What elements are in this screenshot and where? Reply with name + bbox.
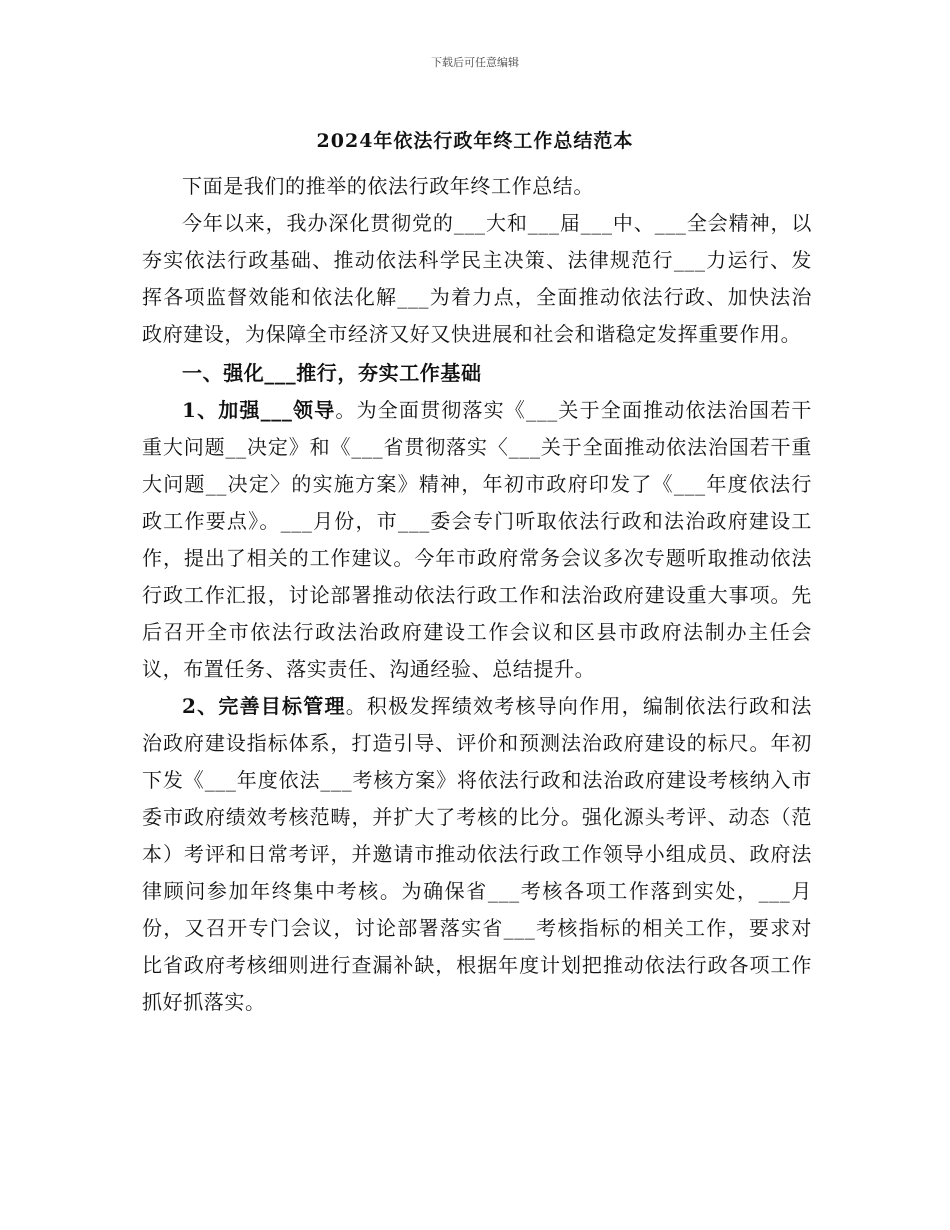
document-body [142,168,812,1021]
document-title: 2024年依法行政年终工作总结范本 [316,130,634,152]
item-2-heading: 2、完善目标管理 [182,694,346,718]
item-1-body: 。为全面贯彻落实《___关于全面推动依法治国若干重大问题__决定》和《___省贯彻落实〈___关于全面推动依法治国若干重大问题__决定〉的实施方案》精神，年初市政府印发了《___年度依法行政工作要点》。___月份，市___委会专门听取依法行政和法治政府建设工作，提出了相关的工作建议。今年市政府常务会议多次专题听取推动依法行政工作汇报，讨论部署推动依法行政工作和法治政府建设重大事项。先后召开全市依法行政法治政府建设工作会议和区县市政府法制办主任会议，布置任务、落实责任、沟通经验、总结提升。 [142,398,812,681]
intro-paragraph: 下面是我们的推举的依法行政年终工作总结。 [182,174,594,198]
paragraph-1: 今年以来，我办深化贯彻党的___大和___届___中、___全会精神，以夯实依法行政基础、推动依法科学民主决策、法律规范行___力运行、发挥各项监督效能和依法化解___为着力点，全面推动依法行政、加快法治政府建设，为保障全市经济又好又快进展和社会和谐稳定发挥重要作用。 [142,211,812,346]
header-note: 下载后可任意编辑 [431,56,519,69]
item-1-heading: 1、加强___领导 [182,398,336,422]
item-2-paragraph [142,688,812,1021]
item-1-paragraph [142,392,812,688]
item-2-body: 。积极发挥绩效考核导向作用，编制依法行政和法治政府建设指标体系，打造引导、评价和预测法治政府建设的标尺。年初下发《___年度依法___考核方案》将依法行政和法治政府建设考核纳入市委市政府绩效考核范畴，并扩大了考核的比分。强化源头考评、动态（范本）考评和日常考评，并邀请市推动依法行政工作领导小组成员、政府法律顾问参加年终集中考核。为确保省___考核各项工作落到实处，___月份，又召开专门会议，讨论部署落实省___考核指标的相关工作，要求对比省政府考核细则进行查漏补缺，根据年度计划把推动依法行政各项工作抓好抓落实。 [142,694,812,1014]
section-1-heading: 一、强化___推行，夯实工作基础 [182,361,482,385]
